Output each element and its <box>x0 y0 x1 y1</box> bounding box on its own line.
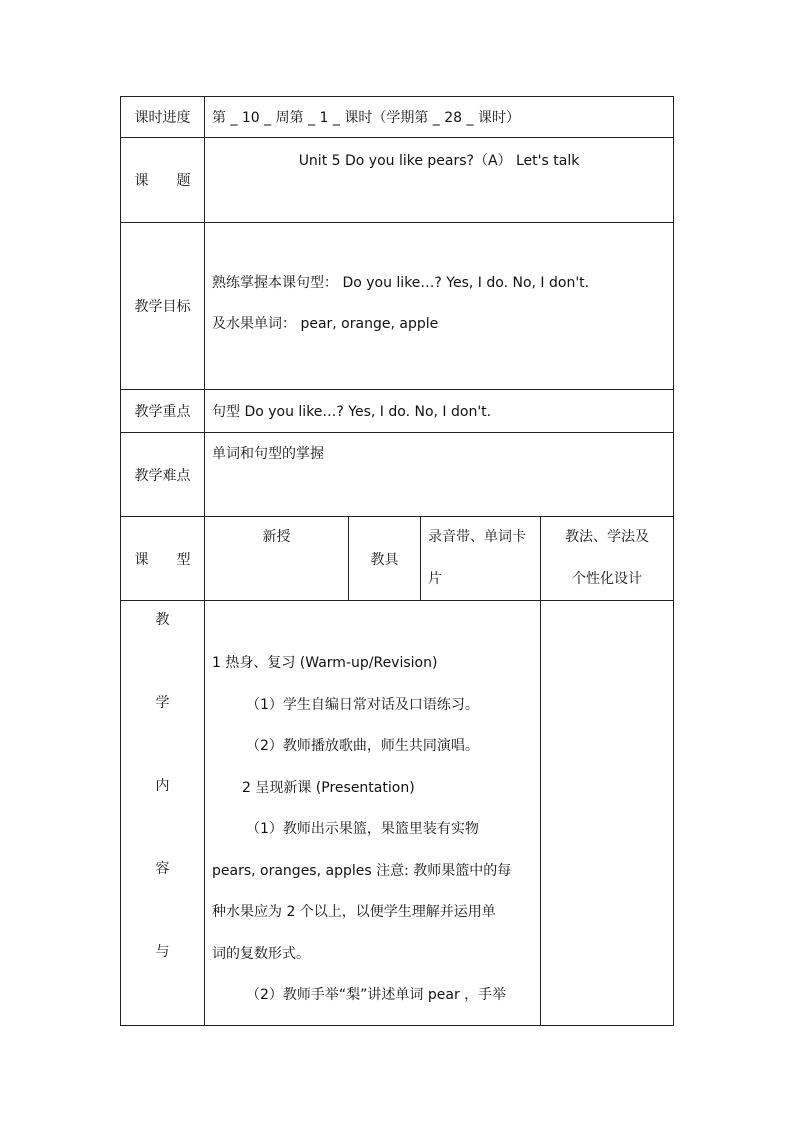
content-label-char: 与 <box>155 944 170 960</box>
content-label-char: 容 <box>155 861 170 877</box>
methods-column <box>541 601 674 1026</box>
tools-value-line-1: 录音带、单词卡 <box>428 529 526 545</box>
content-line: （1）教师出示果篮，果篮里装有实物 <box>246 821 479 837</box>
key-points-value: 句型 Do you like…? Yes, I do. No, I don't. <box>205 390 674 433</box>
methods-line-2: 个性化设计 <box>572 571 642 587</box>
goals-value <box>205 223 674 390</box>
lesson-type-label: 课 型 <box>121 517 205 601</box>
content-line: pears, oranges, apples 注意: 教师果篮中的每 <box>212 862 512 879</box>
methods-line-1: 教法、学法及 <box>565 529 649 545</box>
lesson-type-row <box>121 517 674 601</box>
goals-line-1: 熟练掌握本课句型： Do you like…? Yes, I do. No, I don't. <box>212 275 590 291</box>
content-line: 2 呈现新课 (Presentation) <box>242 779 415 796</box>
lesson-plan-table <box>120 96 674 1026</box>
content-row <box>121 601 674 1026</box>
tools-value <box>421 517 541 601</box>
key-points-row <box>121 390 674 433</box>
difficulties-value: 单词和句型的掌握 <box>205 433 674 517</box>
key-points-label: 教学重点 <box>121 390 205 433</box>
content-label <box>121 601 205 1026</box>
topic-value: Unit 5 Do you like pears?（A） Let's talk <box>205 138 674 223</box>
methods-header <box>541 517 674 601</box>
content-line: 词的复数形式。 <box>212 945 310 962</box>
topic-label: 课 题 <box>121 138 205 223</box>
schedule-value: 第 _ 10 _ 周第 _ 1 _ 课时（学期第 _ 28 _ 课时） <box>205 97 674 138</box>
content-line: 1 热身、复习 (Warm-up/Revision) <box>212 655 438 671</box>
content-line: 种水果应为 2 个以上，以便学生理解并运用单 <box>212 904 496 920</box>
content-line: （1）学生自编日常对话及口语练习。 <box>246 696 479 713</box>
topic-row <box>121 138 674 223</box>
goals-line-2: 及水果单词： pear, orange, apple <box>212 316 439 332</box>
tools-value-line-2: 片 <box>428 571 442 587</box>
content-line: （2）教师手举“梨”讲述单词 pear ，手举 <box>246 987 507 1003</box>
difficulties-label: 教学难点 <box>121 433 205 517</box>
content-label-char: 教 <box>155 612 170 628</box>
schedule-row <box>121 97 674 138</box>
content-line: （2）教师播放歌曲，师生共同演唱。 <box>246 738 479 754</box>
difficulties-row <box>121 433 674 517</box>
goals-row <box>121 223 674 390</box>
content-label-char: 学 <box>155 695 170 711</box>
schedule-label: 课时进度 <box>121 97 205 138</box>
tools-label: 教具 <box>349 517 421 601</box>
goals-label: 教学目标 <box>121 223 205 390</box>
content-body <box>205 601 541 1026</box>
content-label-char: 内 <box>155 778 170 794</box>
lesson-type-value: 新授 <box>205 517 349 601</box>
